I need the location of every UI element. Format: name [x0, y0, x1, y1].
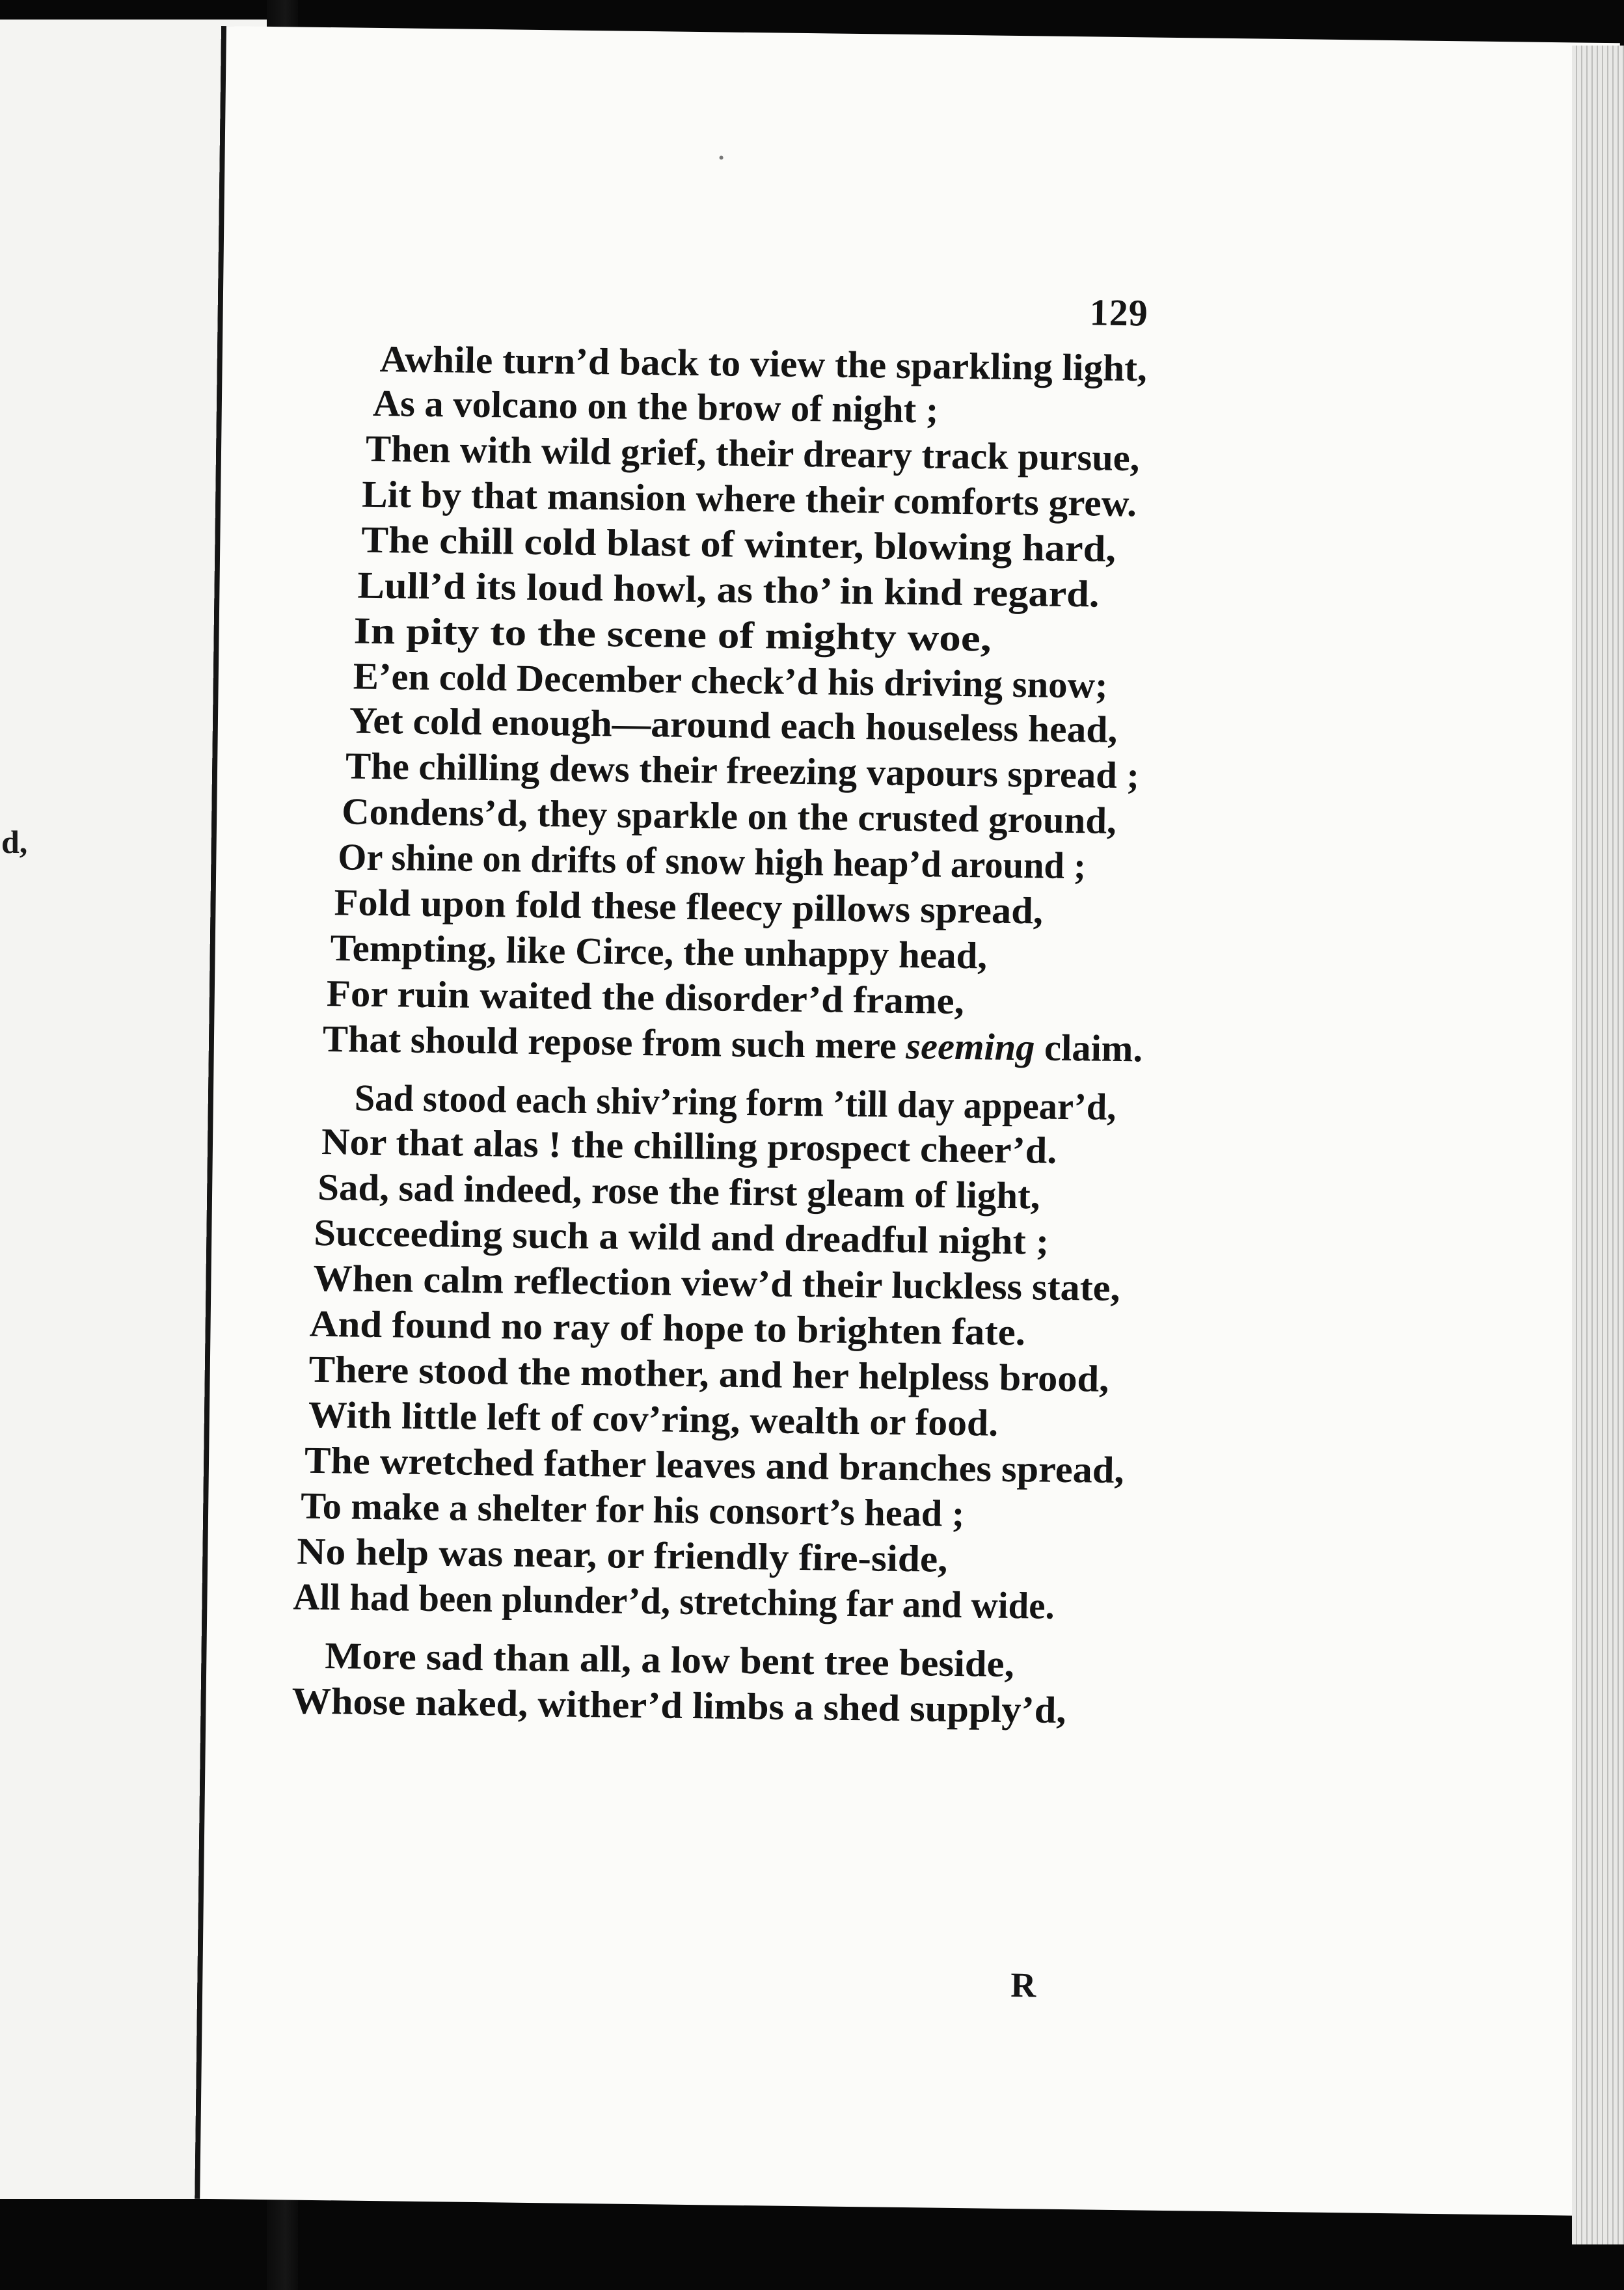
poem-line: Sad, sad indeed, rose the first gleam of light,	[317, 1165, 1040, 1217]
poem-line: In pity to the scene of mighty woe,	[353, 609, 992, 660]
poem-line: The wretched father leaves and branches spread,	[304, 1438, 1124, 1492]
poem-line: More sad than all, a low bent tree beside,	[325, 1634, 1015, 1686]
poem-line: Or shine on drifts of snow high heap’d around ;	[338, 835, 1087, 887]
poem-line: Tempting, like Circe, the unhappy head,	[330, 926, 988, 977]
paper-speck	[720, 155, 724, 159]
poem-line: Succeeding such a wild and dreadful night ;	[313, 1211, 1049, 1263]
poem-line: The chilling dews their freezing vapours spread ;	[345, 744, 1140, 797]
page-number: 129	[1089, 291, 1149, 334]
poem-line: Lit by that mansion where their comforts grew.	[361, 472, 1137, 525]
poem-line: Sad stood each shiv’ring form ’till day appear’d,	[354, 1076, 1116, 1128]
poem-line: That should repose from such mere seeming claim.	[322, 1017, 1143, 1070]
poem-line: To make a shelter for his consort’s head ;	[300, 1484, 965, 1535]
poem-line: Lull’d its loud howl, as tho’ in kind regard.	[357, 563, 1100, 615]
poem-line: Nor that alas ! the chilling prospect cheer’d.	[321, 1120, 1057, 1172]
poem-line: Awhile turn’d back to view the sparkling light,	[379, 338, 1148, 390]
poem-line: Whose naked, wither’d limbs a shed supply’d,	[291, 1679, 1066, 1732]
poem-line: For ruin waited the disorder’d frame,	[326, 972, 965, 1023]
poem-line: E’en cold December check’d his driving snow;	[353, 654, 1108, 707]
poem-line: Fold upon fold these fleecy pillows spread,	[334, 881, 1044, 932]
page-edges	[1572, 46, 1624, 2244]
poem-line: As a volcano on the brow of night ;	[372, 381, 939, 431]
poem-line: Yet cold enough—around each houseless head,	[349, 699, 1118, 751]
poem-line: All had been plunder’d, stretching far and wide.	[293, 1575, 1055, 1627]
poem-line: And found no ray of hope to brighten fate.	[309, 1302, 1026, 1354]
poem-line: The chill cold blast of winter, blowing hard,	[360, 518, 1116, 570]
signature-mark: R	[1010, 1965, 1036, 2005]
poem-line: When calm reflection view’d their luckless state,	[313, 1256, 1120, 1310]
poem-line: Then with wild grief, their dreary track pursue,	[365, 427, 1140, 479]
poem-line: Condens’d, they sparkle on the crusted ground,	[341, 790, 1117, 842]
poem-line: There stood the mother, and her helpless brood,	[308, 1347, 1109, 1400]
poem-line: With little left of cov’ring, wealth or food.	[308, 1393, 999, 1444]
left-page-text-fragment: d,	[1, 824, 28, 860]
poem-line: No help was near, or friendly fire-side,	[296, 1529, 948, 1580]
right-page	[195, 26, 1620, 2216]
